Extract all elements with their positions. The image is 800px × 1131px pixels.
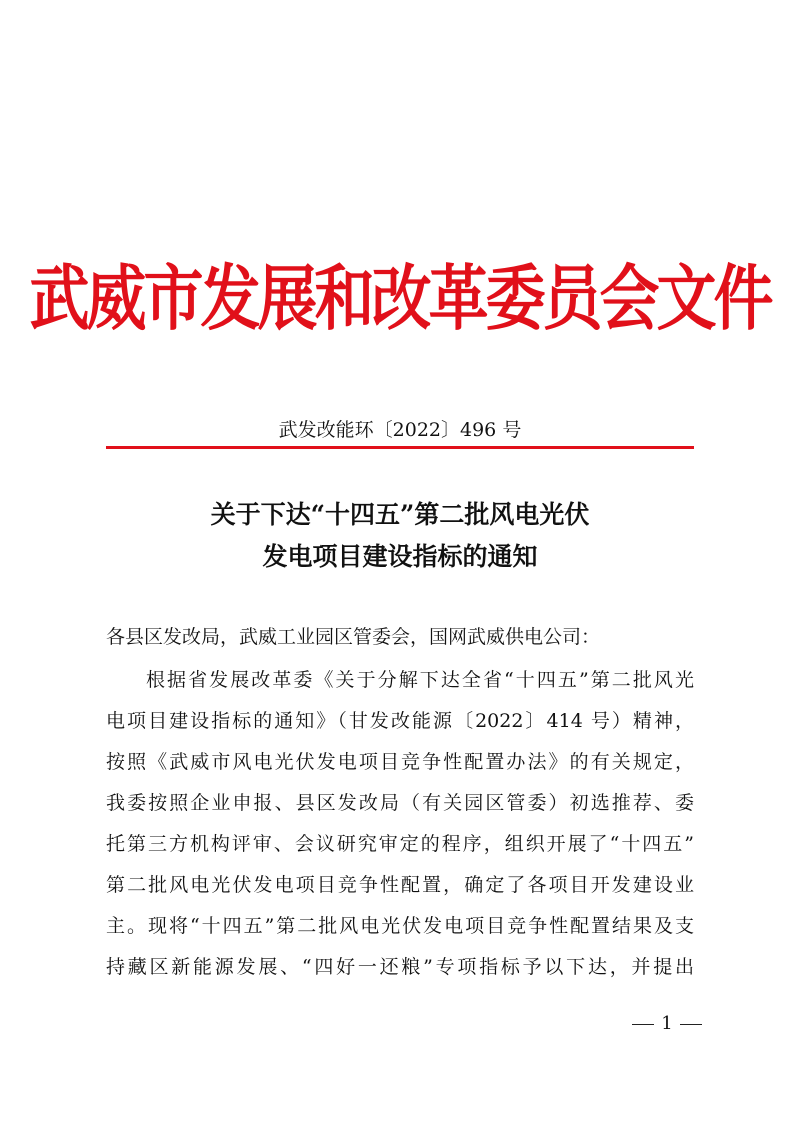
page-number: 1: [661, 1013, 673, 1034]
body-line-5: 托第三方机构评审、会议研究审定的程序，组织开展了“十四五”: [106, 833, 694, 855]
body-line-7: 主。现将“十四五”第二批风电光伏发电项目竞争性配置结果及支: [106, 915, 694, 937]
page-number-dash-left: [632, 1024, 654, 1025]
body-line-8: 持藏区新能源发展、“四好一还粮”专项指标予以下达，并提出: [106, 956, 694, 978]
issuing-authority-header: 武威市发展和改革委员会文件: [29, 257, 771, 341]
body-line-6: 第二批风电光伏发电项目竞争性配置，确定了各项目开发建设业: [106, 874, 694, 896]
body-line-1: 根据省发展改革委《关于分解下达全省“十四五”第二批风光: [146, 669, 694, 691]
document-number: 武发改能环〔2022〕496 号: [278, 419, 522, 441]
body-line-4: 我委按照企业申报、县区发改局（有关园区管委）初选推荐、委: [106, 792, 694, 814]
notice-title-line-2: 发电项目建设指标的通知: [262, 542, 538, 571]
body-line-2: 电项目建设指标的通知》（甘发改能源〔2022〕414 号）精神，: [106, 710, 694, 732]
salutation: 各县区发改局，武威工业园区管委会，国网武威供电公司：: [106, 626, 601, 648]
body-line-3: 按照《武威市风电光伏发电项目竞争性配置办法》的有关规定，: [106, 751, 694, 773]
notice-title-line-1: 关于下达“十四五”第二批风电光伏: [210, 500, 590, 529]
red-separator-line: [106, 446, 694, 449]
page-number-dash-right: [680, 1024, 702, 1025]
